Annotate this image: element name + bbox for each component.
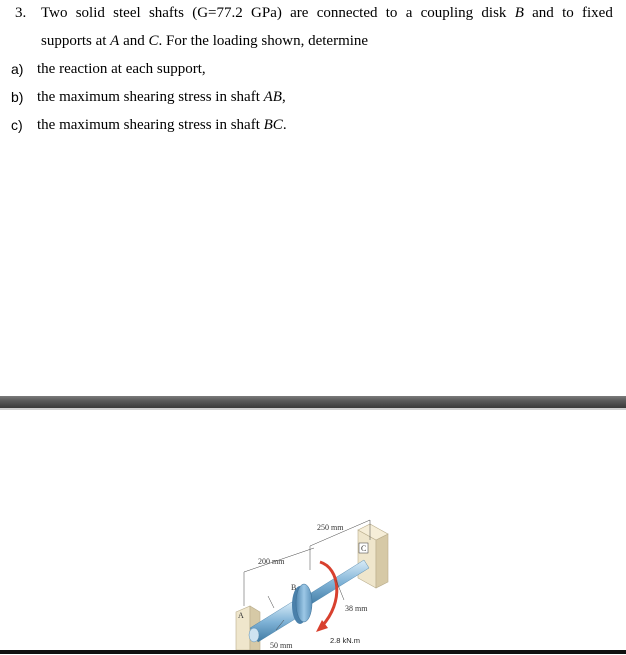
shaft-diagram bbox=[228, 510, 408, 650]
stem-italic-a: A bbox=[110, 33, 120, 49]
stem-word: fixed bbox=[582, 5, 613, 21]
stem-text: supports at bbox=[41, 33, 111, 49]
dim-bc-label: 38 mm bbox=[345, 604, 368, 613]
problem-number: 3. bbox=[15, 5, 27, 21]
part-end: . bbox=[282, 117, 287, 133]
stem-word: GPa) bbox=[251, 5, 282, 21]
section-divider bbox=[0, 396, 626, 408]
label-c: C bbox=[361, 544, 367, 553]
dim-ab-label: 50 mm bbox=[270, 641, 293, 650]
stem-word: a bbox=[405, 5, 413, 21]
stem-word: Two bbox=[41, 5, 68, 21]
stem-word: (G=77.2 bbox=[192, 5, 243, 21]
part-text: the maximum shearing stress in shaft bbox=[37, 89, 264, 105]
support-c bbox=[358, 524, 388, 588]
part-b-label: b) bbox=[11, 89, 24, 105]
shaft-figure bbox=[228, 510, 408, 650]
part-c-text bbox=[37, 116, 287, 134]
problem-stem-line-2 bbox=[41, 32, 368, 50]
stem-word: solid bbox=[75, 5, 105, 21]
part-a-label: a) bbox=[11, 61, 24, 77]
stem-text: . For the loading shown, determine bbox=[158, 33, 369, 49]
part-b-text bbox=[37, 88, 286, 106]
torque-label: 2.8 kN.m bbox=[330, 636, 361, 645]
label-b: B bbox=[291, 583, 297, 592]
problem-stem-line-1 bbox=[41, 4, 613, 22]
stem-word: shafts bbox=[148, 5, 184, 21]
bottom-rule bbox=[0, 650, 626, 654]
section-divider-shadow bbox=[0, 408, 626, 410]
part-text: the maximum shearing stress in shaft bbox=[37, 117, 264, 133]
stem-word-italic: B bbox=[514, 5, 524, 21]
stem-word: steel bbox=[113, 5, 141, 21]
part-a-text: the reaction at each support, bbox=[37, 61, 206, 77]
stem-word: disk bbox=[481, 5, 507, 21]
dim-top-label: 250 mm bbox=[317, 523, 344, 532]
dim-left-label: 200 mm bbox=[258, 557, 285, 566]
part-italic: BC bbox=[263, 117, 283, 133]
stem-italic-c: C bbox=[148, 33, 159, 49]
stem-word: are bbox=[290, 5, 309, 21]
stem-word: connected bbox=[316, 5, 378, 21]
label-a: A bbox=[238, 611, 244, 620]
stem-word: to bbox=[562, 5, 574, 21]
part-end: , bbox=[281, 89, 286, 105]
part-italic: AB bbox=[263, 89, 282, 105]
stem-word: to bbox=[385, 5, 398, 21]
stem-text: and bbox=[119, 33, 149, 49]
part-c-label: c) bbox=[11, 117, 23, 133]
stem-word: and bbox=[532, 5, 554, 21]
stem-word: coupling bbox=[420, 5, 474, 21]
